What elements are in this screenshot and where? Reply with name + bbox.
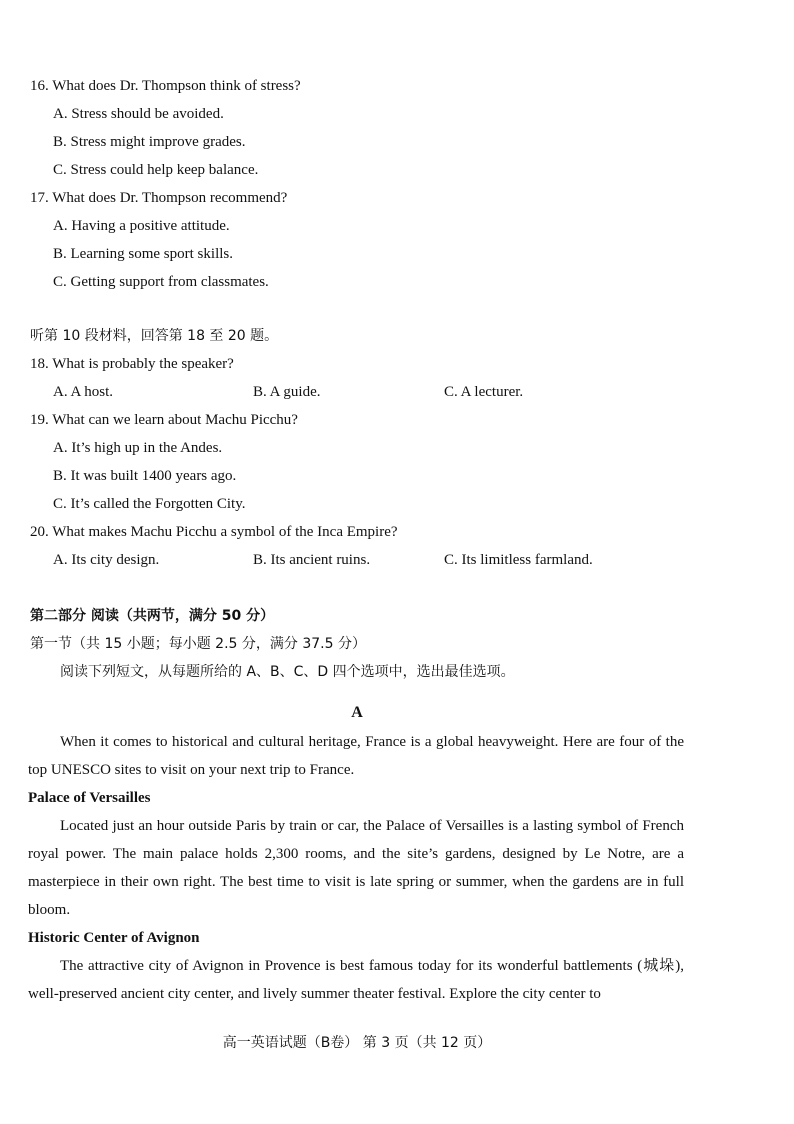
option-16b: B. Stress might improve grades. [53,134,246,150]
question-19: 19. What can we learn about Machu Picchu? [30,412,298,428]
paragraph-versailles: Located just an hour outside Paris by train or car, the Palace of Versailles is a lasting symbol of French royal power. The main palace holds 2,300 rooms, and the site’s gardens, designed by Le Notre, are a masterpiece in their own right. The best time to visit is late spring or summer, when the gardens are in full bloom. [28,818,684,918]
page-footer: 高一英语试题（B卷） 第 3 页（共 12 页） [222,1035,492,1051]
option-19c: C. It’s called the Forgotten City. [53,496,246,512]
option-20b: B. Its ancient ruins. [253,552,371,568]
reading-instruction: 阅读下列短文，从每题所给的 A、B、C、D 四个选项中，选出最佳选项。 [60,664,515,680]
option-19a: A. It’s high up in the Andes. [53,440,223,456]
heading-avignon: Historic Center of Avignon [28,930,200,946]
section1-title: 第一节（共 15 小题；每小题 2.5 分，满分 37.5 分） [30,636,366,652]
option-17c: C. Getting support from classmates. [53,274,269,290]
question-20: 20. What makes Machu Picchu a symbol of the Inca Empire? [30,524,398,540]
option-19b: B. It was built 1400 years ago. [53,468,237,484]
part2-title: 第二部分 阅读（共两节，满分 50 分） [30,608,275,624]
option-16c: C. Stress could help keep balance. [53,162,259,178]
option-18a: A. A host. [53,384,114,400]
option-20a: A. Its city design. [53,552,160,568]
listening-instruction: 听第 10 段材料，回答第 18 至 20 题。 [30,328,279,344]
paragraph-avignon: The attractive city of Avignon in Provence is best famous today for its wonderful battlements (城垛), well-preserved ancient city center, and lively summer theater festival. Explore the city center to [28,958,684,1002]
option-16a: A. Stress should be avoided. [53,106,224,122]
option-20c: C. Its limitless farmland. [444,552,593,568]
heading-palace-of-versailles: Palace of Versailles [28,790,151,806]
passage-letter: A [351,704,363,721]
option-17a: A. Having a positive attitude. [53,218,230,234]
option-18b: B. A guide. [253,384,321,400]
question-16: 16. What does Dr. Thompson think of stress? [30,78,301,94]
option-18c: C. A lecturer. [444,384,524,400]
question-17: 17. What does Dr. Thompson recommend? [30,190,288,206]
question-18: 18. What is probably the speaker? [30,356,234,372]
option-17b: B. Learning some sport skills. [53,246,233,262]
passage-intro: When it comes to historical and cultural heritage, France is a global heavyweight. Here are four of the top UNESCO sites to visit on your next trip to France. [28,734,684,778]
